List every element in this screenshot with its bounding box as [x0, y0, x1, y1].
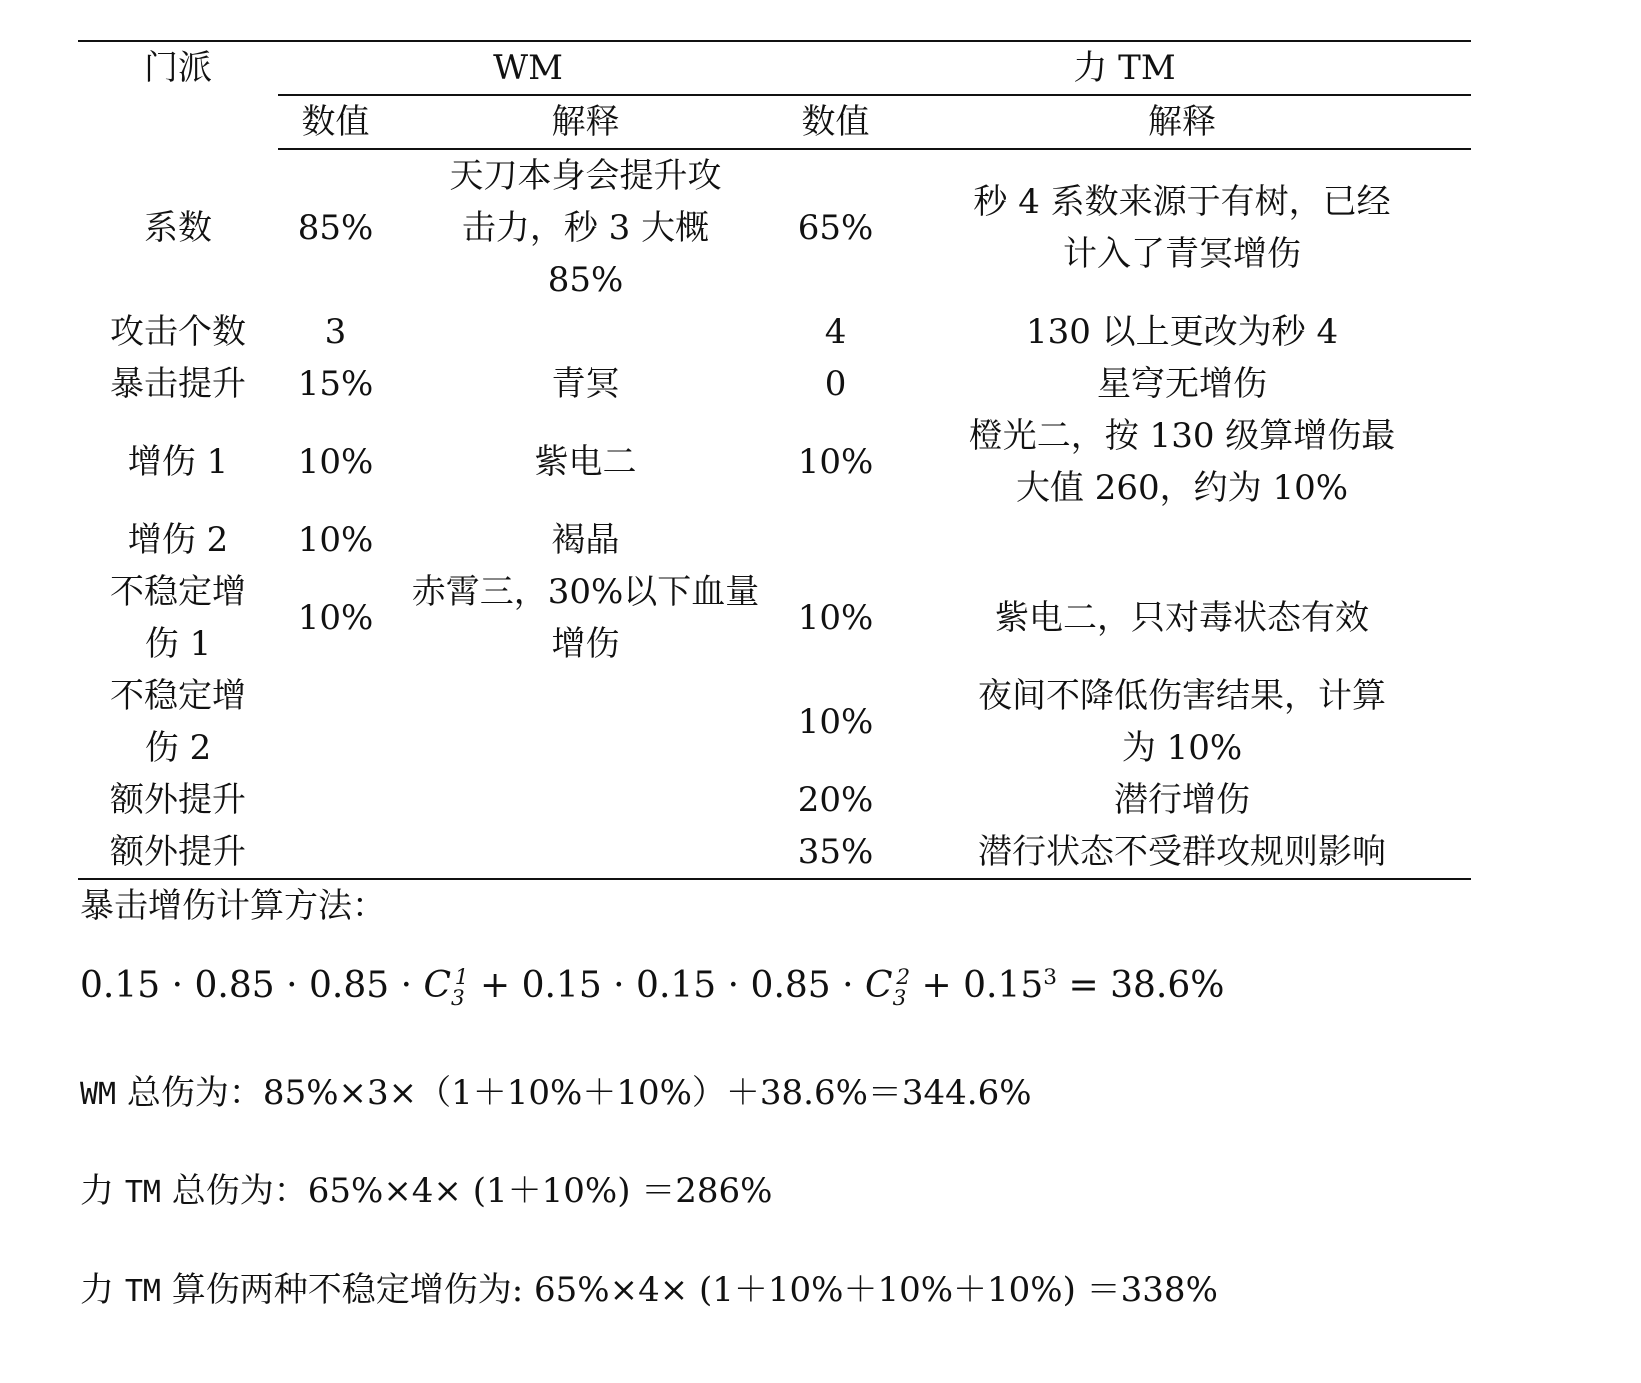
wm-note [393, 670, 778, 774]
tm-note [893, 514, 1471, 566]
tm-note: 橙光二，按 130 级算增伤最大值 260，约为 10% [968, 416, 1396, 508]
tm-note: 潜行增伤 [1114, 780, 1251, 820]
subheader-wm-note: 解释 [393, 95, 778, 149]
table-row [78, 826, 1471, 879]
row-label: 系数 [144, 207, 212, 248]
wm-value: 15% [297, 364, 374, 404]
row-label: 增伤 2 [127, 520, 229, 560]
tm-unstable-tm: TM [124, 1274, 161, 1309]
wm-note [393, 306, 778, 358]
row-label: 攻击个数 [110, 312, 246, 352]
tm-unstable-line [80, 1262, 1218, 1311]
wm-value [278, 670, 393, 774]
wm-total-text: 总伤为：85%×3×（1＋10%＋10%）＋38.6%＝344.6% [116, 1073, 1032, 1113]
wm-value: 10% [297, 598, 374, 638]
wm-value: 10% [297, 520, 374, 560]
wm-value [278, 774, 393, 826]
combination-sup: 2 [896, 965, 911, 990]
wm-note: 褐晶 [551, 520, 620, 560]
row-label: 暴击提升 [110, 364, 246, 404]
tm-note: 秒 4 系数来源于有树，已经计入了青冥增伤 [973, 182, 1391, 274]
tm-note: 星穹无增伤 [1097, 364, 1268, 404]
header-group-tm: 力 TM [778, 41, 1471, 95]
row-label: 不稳定增伤 1 [110, 572, 246, 664]
tm-note: 潜行状态不受群攻规则影响 [893, 826, 1471, 879]
row-label: 额外提升 [110, 780, 246, 820]
wm-note: 青冥 [551, 364, 620, 404]
tm-value: 0 [824, 364, 847, 404]
table-row [78, 774, 1471, 826]
tm-value: 4 [824, 312, 847, 352]
tm-value: 10% [797, 442, 874, 482]
crit-formula-part: 0.15 · 0.85 · 0.85 · [80, 965, 424, 1006]
tm-value [778, 514, 893, 566]
tm-note: 紫电二，只对毒状态有效 [995, 598, 1370, 638]
table-row [78, 670, 1471, 774]
header-sect: 门派 [78, 41, 278, 149]
table-row [78, 566, 1471, 670]
wm-value: 3 [324, 312, 347, 352]
table-subheader-row [78, 95, 1471, 149]
tm-total-tm: TM [124, 1175, 161, 1210]
wm-value: 10% [297, 442, 374, 482]
wm-value [278, 826, 393, 879]
crit-formula-part: + 0.15 · 0.15 · 0.85 · [468, 965, 866, 1006]
crit-formula-part: + 0.15 [910, 965, 1044, 1006]
row-label: 不稳定增伤 2 [110, 676, 246, 768]
subheader-tm-value: 数值 [778, 95, 893, 149]
damage-comparison-table [78, 40, 1471, 880]
crit-formula [80, 965, 1224, 1011]
combination-sup: 1 [454, 965, 469, 990]
table-row [78, 306, 1471, 358]
table-row [78, 410, 1471, 514]
row-label: 增伤 1 [127, 442, 229, 482]
tm-unstable-text: 算伤两种不稳定增伤为: 65%×4× (1＋10%＋10%＋10%) ＝338% [160, 1270, 1218, 1310]
combination-base: C [423, 965, 452, 1006]
tm-total-text: 总伤为：65%×4× (1＋10%) ＝286% [160, 1171, 773, 1211]
combination-symbol [423, 965, 469, 1012]
subheader-tm-note: 解释 [893, 95, 1471, 149]
crit-method-heading: 暴击增伤计算方法： [80, 886, 386, 926]
wm-note: 天刀本身会提升攻击力，秒 3 大概 85% [449, 156, 722, 300]
tm-note: 夜间不降低伤害结果，计算为 10% [978, 676, 1387, 768]
table-row [78, 514, 1471, 566]
table-row [78, 149, 1471, 306]
tm-value: 35% [778, 826, 893, 879]
tm-unstable-prefix: 力 [80, 1270, 125, 1310]
combination-sub: 3 [451, 986, 465, 1012]
tm-total-line [80, 1163, 772, 1212]
wm-note: 赤霄三，30%以下血量增伤 [411, 572, 760, 664]
combination-symbol [865, 965, 911, 1012]
wm-note: 紫电二 [534, 442, 637, 482]
wm-note [393, 774, 778, 826]
tm-value: 20% [797, 780, 874, 820]
tm-total-prefix: 力 [80, 1171, 125, 1211]
wm-total-line [80, 1065, 1032, 1114]
tm-value: 10% [797, 702, 874, 742]
tm-value: 10% [797, 598, 874, 638]
wm-value: 85% [297, 208, 374, 248]
crit-formula-result: = 38.6% [1057, 965, 1225, 1006]
tm-note: 130 以上更改为秒 4 [1025, 312, 1339, 352]
wm-note [393, 826, 778, 879]
combination-sub: 3 [892, 986, 907, 1012]
header-group-wm: WM [278, 41, 778, 95]
subheader-wm-value: 数值 [278, 95, 393, 149]
table-row [78, 358, 1471, 410]
row-label: 额外提升 [78, 826, 278, 879]
wm-total-prefix: WM [80, 1077, 117, 1112]
table-header-row [78, 41, 1471, 95]
combination-base: C [865, 965, 893, 1006]
tm-value: 65% [797, 208, 874, 248]
exponent: 3 [1043, 965, 1058, 990]
